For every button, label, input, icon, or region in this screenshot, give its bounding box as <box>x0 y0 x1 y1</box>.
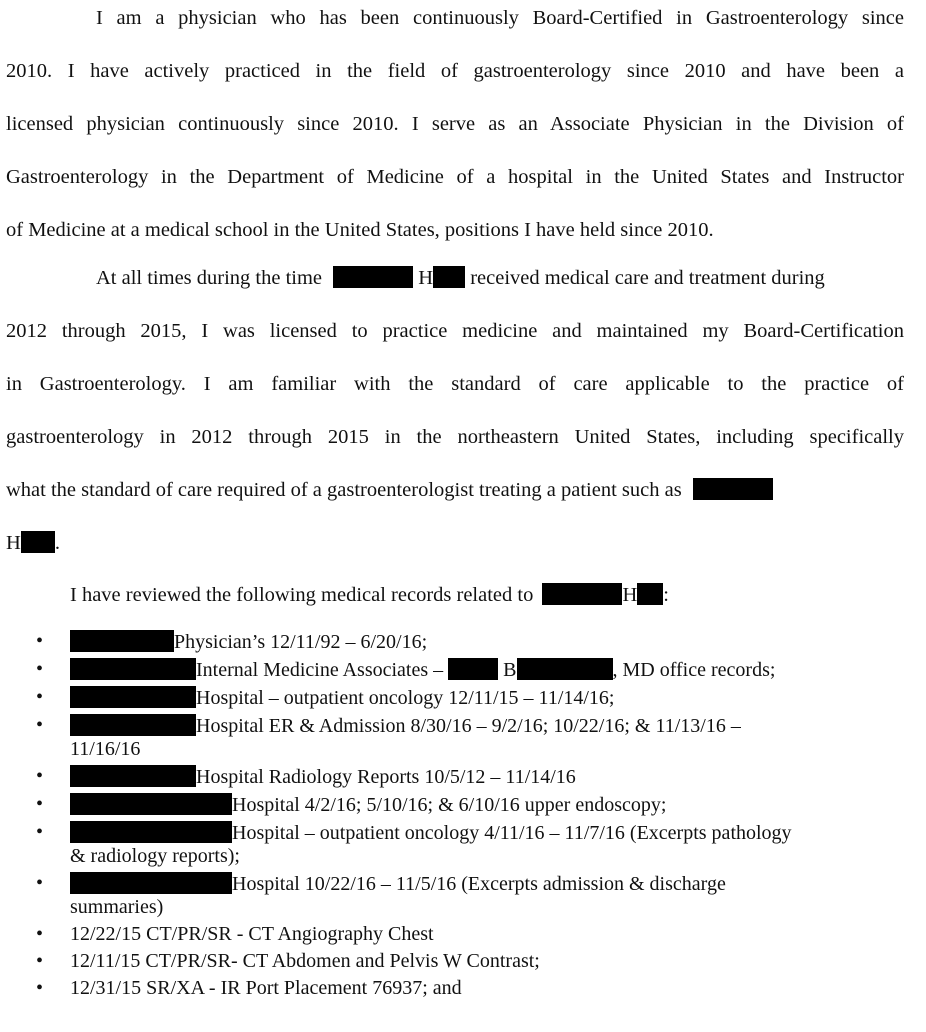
record-text: & radiology reports); <box>70 845 240 867</box>
list-item <box>0 658 890 682</box>
list-item <box>0 793 890 817</box>
list-item <box>0 977 890 1000</box>
redaction-block <box>693 478 773 500</box>
redaction-block <box>517 658 613 680</box>
redaction-block <box>433 266 465 288</box>
text-line: Gastroenterology in the Department of Medicine of a hospital in the United States and Instructor <box>6 166 904 188</box>
text-line <box>6 517 904 570</box>
text-line: I am a physician who has been continuously Board-Certified in Gastroenterology since <box>96 7 904 29</box>
record-text: Hospital – outpatient oncology 4/11/16 – 11/7/16 (Excerpts pathology <box>232 822 792 844</box>
text-span: . <box>54 532 60 554</box>
text-line <box>6 569 904 622</box>
patient-initial: H <box>6 532 21 554</box>
redaction-block <box>70 686 196 708</box>
redaction-block <box>70 630 174 652</box>
redaction-block <box>542 583 622 605</box>
record-text: B <box>503 659 517 681</box>
text-line <box>6 252 904 305</box>
text-line: gastroenterology in 2012 through 2015 in the northeastern United States, including specifically <box>6 426 904 448</box>
record-text: , MD office records; <box>612 659 776 681</box>
record-text: Hospital 4/2/16; 5/10/16; & 6/10/16 upper endoscopy; <box>232 794 667 816</box>
record-text: Hospital ER & Admission 8/30/16 – 9/2/16; 10/22/16; & 11/13/16 – <box>196 715 741 737</box>
list-item <box>0 714 890 761</box>
redaction-block <box>70 821 232 843</box>
text-span: what the standard of care required of a gastroenterologist treating a patient such as <box>6 479 682 501</box>
redaction-block <box>70 714 196 736</box>
list-item <box>0 630 890 654</box>
patient-initial: H <box>418 267 434 289</box>
text-line: 2010. I have actively practiced in the field of gastroenterology since 2010 and have been a <box>6 60 904 82</box>
list-item <box>0 765 890 789</box>
patient-initial: H <box>622 584 638 606</box>
redaction-block <box>70 765 196 787</box>
record-text: 12/31/15 SR/XA - IR Port Placement 76937; and <box>70 977 462 999</box>
record-text: Physician’s 12/11/92 – 6/20/16; <box>174 631 428 653</box>
text-line <box>6 464 904 517</box>
record-text: Internal Medicine Associates – <box>196 659 444 681</box>
record-text: Hospital 10/22/16 – 11/5/16 (Excerpts admission & discharge <box>232 873 726 895</box>
paragraph-records-intro <box>6 569 904 622</box>
text-span: At all times during the time <box>96 267 323 289</box>
record-text: 11/16/16 <box>70 738 141 760</box>
list-item <box>0 923 890 946</box>
records-list <box>0 630 890 1004</box>
list-item <box>0 686 890 710</box>
text-span: I have reviewed the following medical records related to <box>70 584 534 606</box>
record-text: Hospital Radiology Reports 10/5/12 – 11/14/16 <box>196 766 576 788</box>
record-text: summaries) <box>70 896 164 918</box>
paragraph-qualifications <box>6 0 904 257</box>
text-span: received medical care and treatment during <box>470 267 825 289</box>
list-item <box>0 872 890 919</box>
redaction-block <box>70 872 232 894</box>
paragraph-licensure <box>6 252 904 570</box>
record-text: 12/11/15 CT/PR/SR- CT Abdomen and Pelvis W Contrast; <box>70 950 540 972</box>
text-line: of Medicine at a medical school in the United States, positions I have held since 2010. <box>6 219 714 241</box>
list-item <box>0 950 890 973</box>
record-text: Hospital – outpatient oncology 12/11/15 – 11/14/16; <box>196 687 615 709</box>
text-span: : <box>663 584 669 606</box>
redaction-block <box>21 531 55 553</box>
list-item <box>0 821 890 868</box>
redaction-block <box>448 658 498 680</box>
text-line: 2012 through 2015, I was licensed to practice medicine and maintained my Board-Certification <box>6 320 904 342</box>
redaction-block <box>70 793 232 815</box>
record-text: 12/22/15 CT/PR/SR - CT Angiography Chest <box>70 923 434 945</box>
text-line: in Gastroenterology. I am familiar with the standard of care applicable to the practice of <box>6 373 904 395</box>
redaction-block <box>333 266 413 288</box>
redaction-block <box>637 583 663 605</box>
redaction-block <box>70 658 196 680</box>
text-line: licensed physician continuously since 2010. I serve as an Associate Physician in the Division of <box>6 113 904 135</box>
